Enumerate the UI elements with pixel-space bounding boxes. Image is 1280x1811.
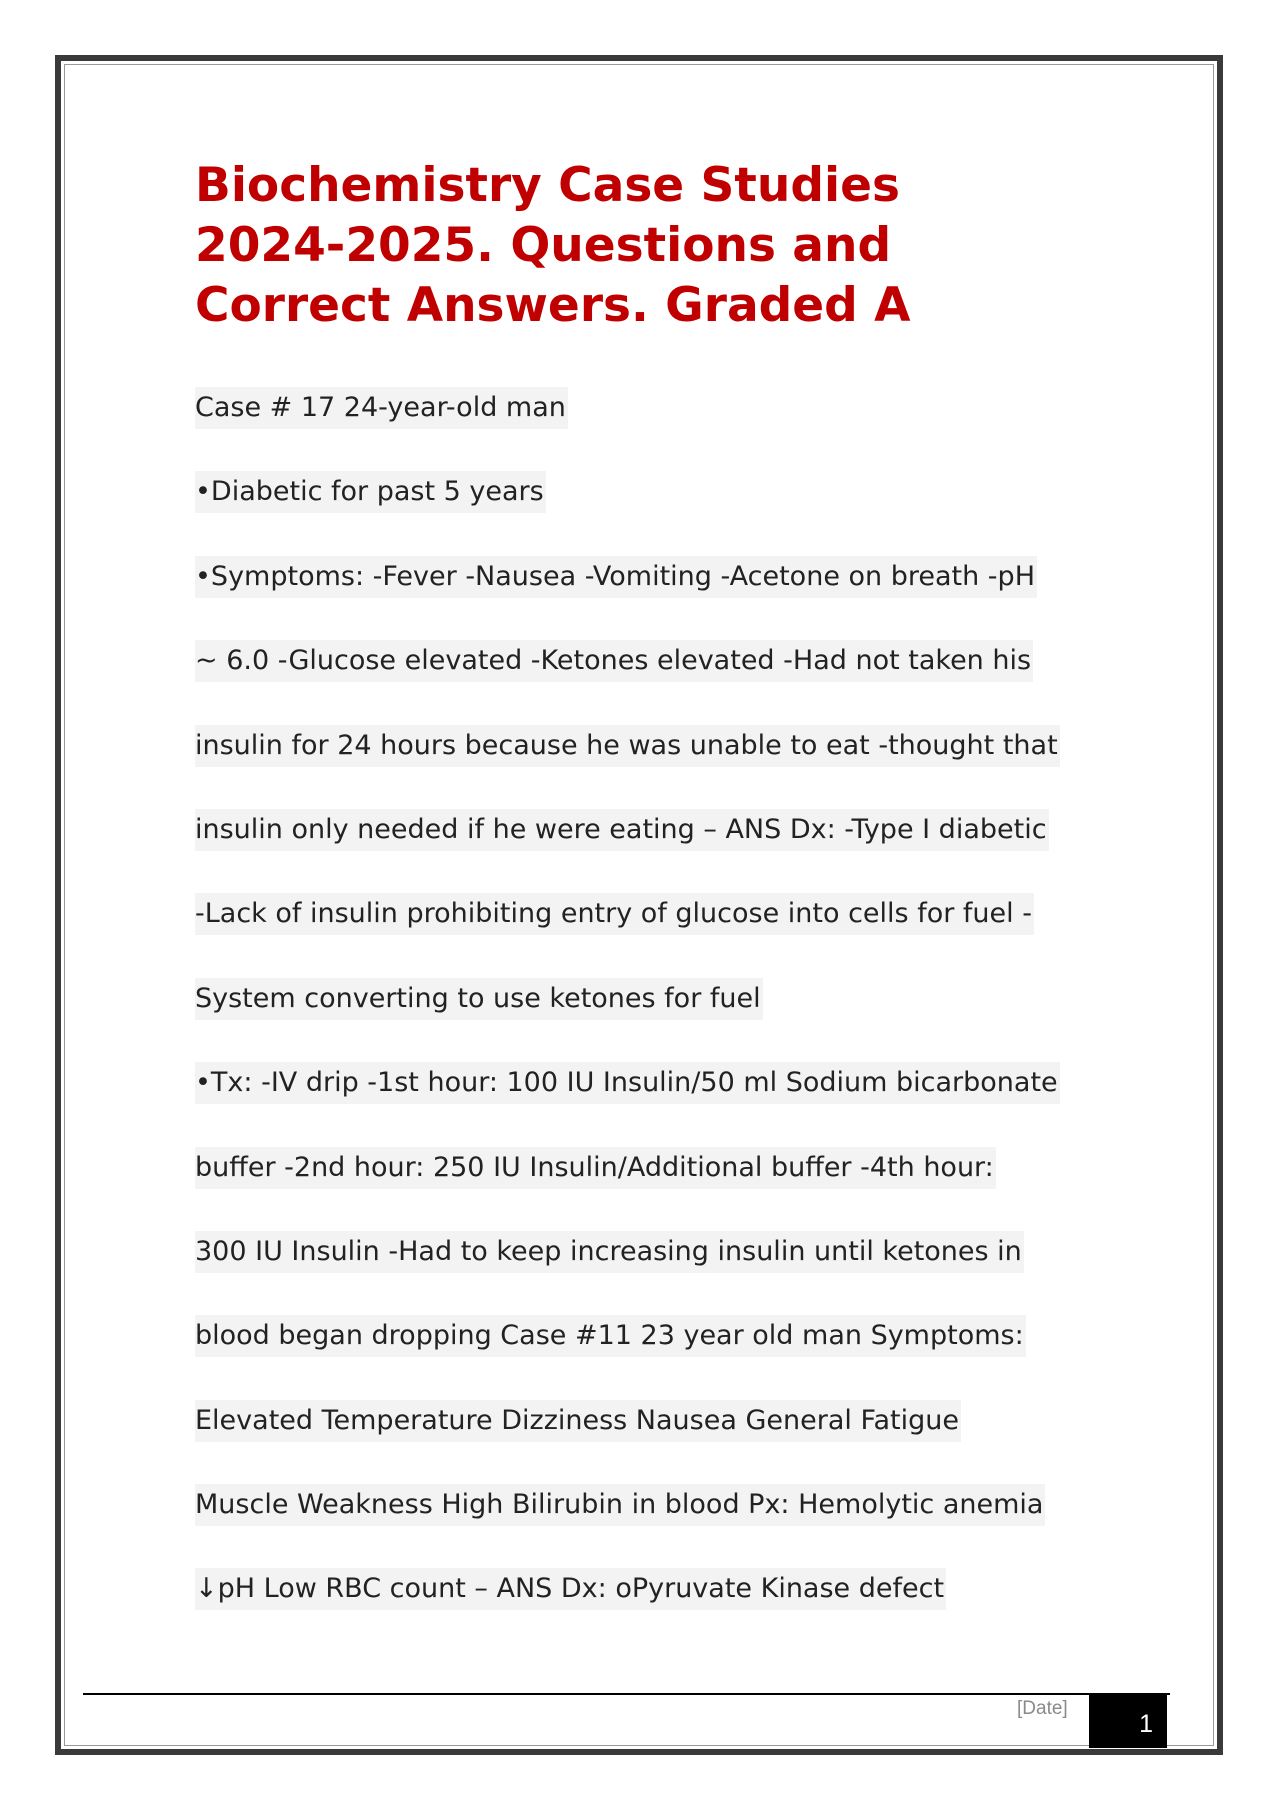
body-line-text: Muscle Weakness High Bilirubin in blood Px: Hemolytic anemia	[195, 1484, 1045, 1526]
body-line	[195, 1146, 1125, 1230]
body-line	[195, 1567, 1125, 1651]
body-line-text: Elevated Temperature Dizziness Nausea General Fatigue	[195, 1400, 961, 1442]
body-line-text: buffer -2nd hour: 250 IU Insulin/Additional buffer -4th hour:	[195, 1147, 996, 1189]
title-line: Correct Answers. Graded A	[195, 278, 911, 333]
body-line	[195, 386, 1125, 470]
body-line	[195, 555, 1125, 639]
body-line	[195, 470, 1125, 554]
body-line-text: blood began dropping Case #11 23 year old man Symptoms:	[195, 1315, 1026, 1357]
body-line	[195, 1483, 1125, 1567]
body-line-text: 300 IU Insulin -Had to keep increasing insulin until ketones in	[195, 1231, 1024, 1273]
body-line-text: insulin only needed if he were eating – ANS Dx: -Type I diabetic	[195, 809, 1049, 851]
page-number: 1	[1089, 1695, 1167, 1748]
footer-rule	[83, 1693, 1170, 1695]
document-title	[195, 156, 1095, 336]
body-line-text: •Symptoms: -Fever -Nausea -Vomiting -Acetone on breath -pH	[195, 556, 1037, 598]
body-line	[195, 724, 1125, 808]
body-line	[195, 1399, 1125, 1483]
body-line-text: System converting to use ketones for fuel	[195, 978, 763, 1020]
body-line-text: •Diabetic for past 5 years	[195, 471, 546, 513]
body-line	[195, 1314, 1125, 1398]
body-line-text: •Tx: -IV drip -1st hour: 100 IU Insulin/50 ml Sodium bicarbonate	[195, 1062, 1060, 1104]
body-line	[195, 892, 1125, 976]
body-line	[195, 977, 1125, 1061]
footer-date: [Date]	[1017, 1698, 1068, 1719]
body-line-text: ↓pH Low RBC count – ANS Dx: oPyruvate Kinase defect	[195, 1568, 946, 1610]
body-line	[195, 808, 1125, 892]
body-line-text: insulin for 24 hours because he was unable to eat -thought that	[195, 725, 1060, 767]
body-line-text: -Lack of insulin prohibiting entry of glucose into cells for fuel -	[195, 893, 1034, 935]
body-line	[195, 1061, 1125, 1145]
body-line-text: ~ 6.0 -Glucose elevated -Ketones elevated -Had not taken his	[195, 640, 1033, 682]
title-line: Biochemistry Case Studies	[195, 158, 900, 213]
body-line-text: Case # 17 24-year-old man	[195, 387, 568, 429]
body-line	[195, 639, 1125, 723]
title-line: 2024-2025. Questions and	[195, 218, 892, 273]
document-body	[195, 386, 1125, 1652]
body-line	[195, 1230, 1125, 1314]
